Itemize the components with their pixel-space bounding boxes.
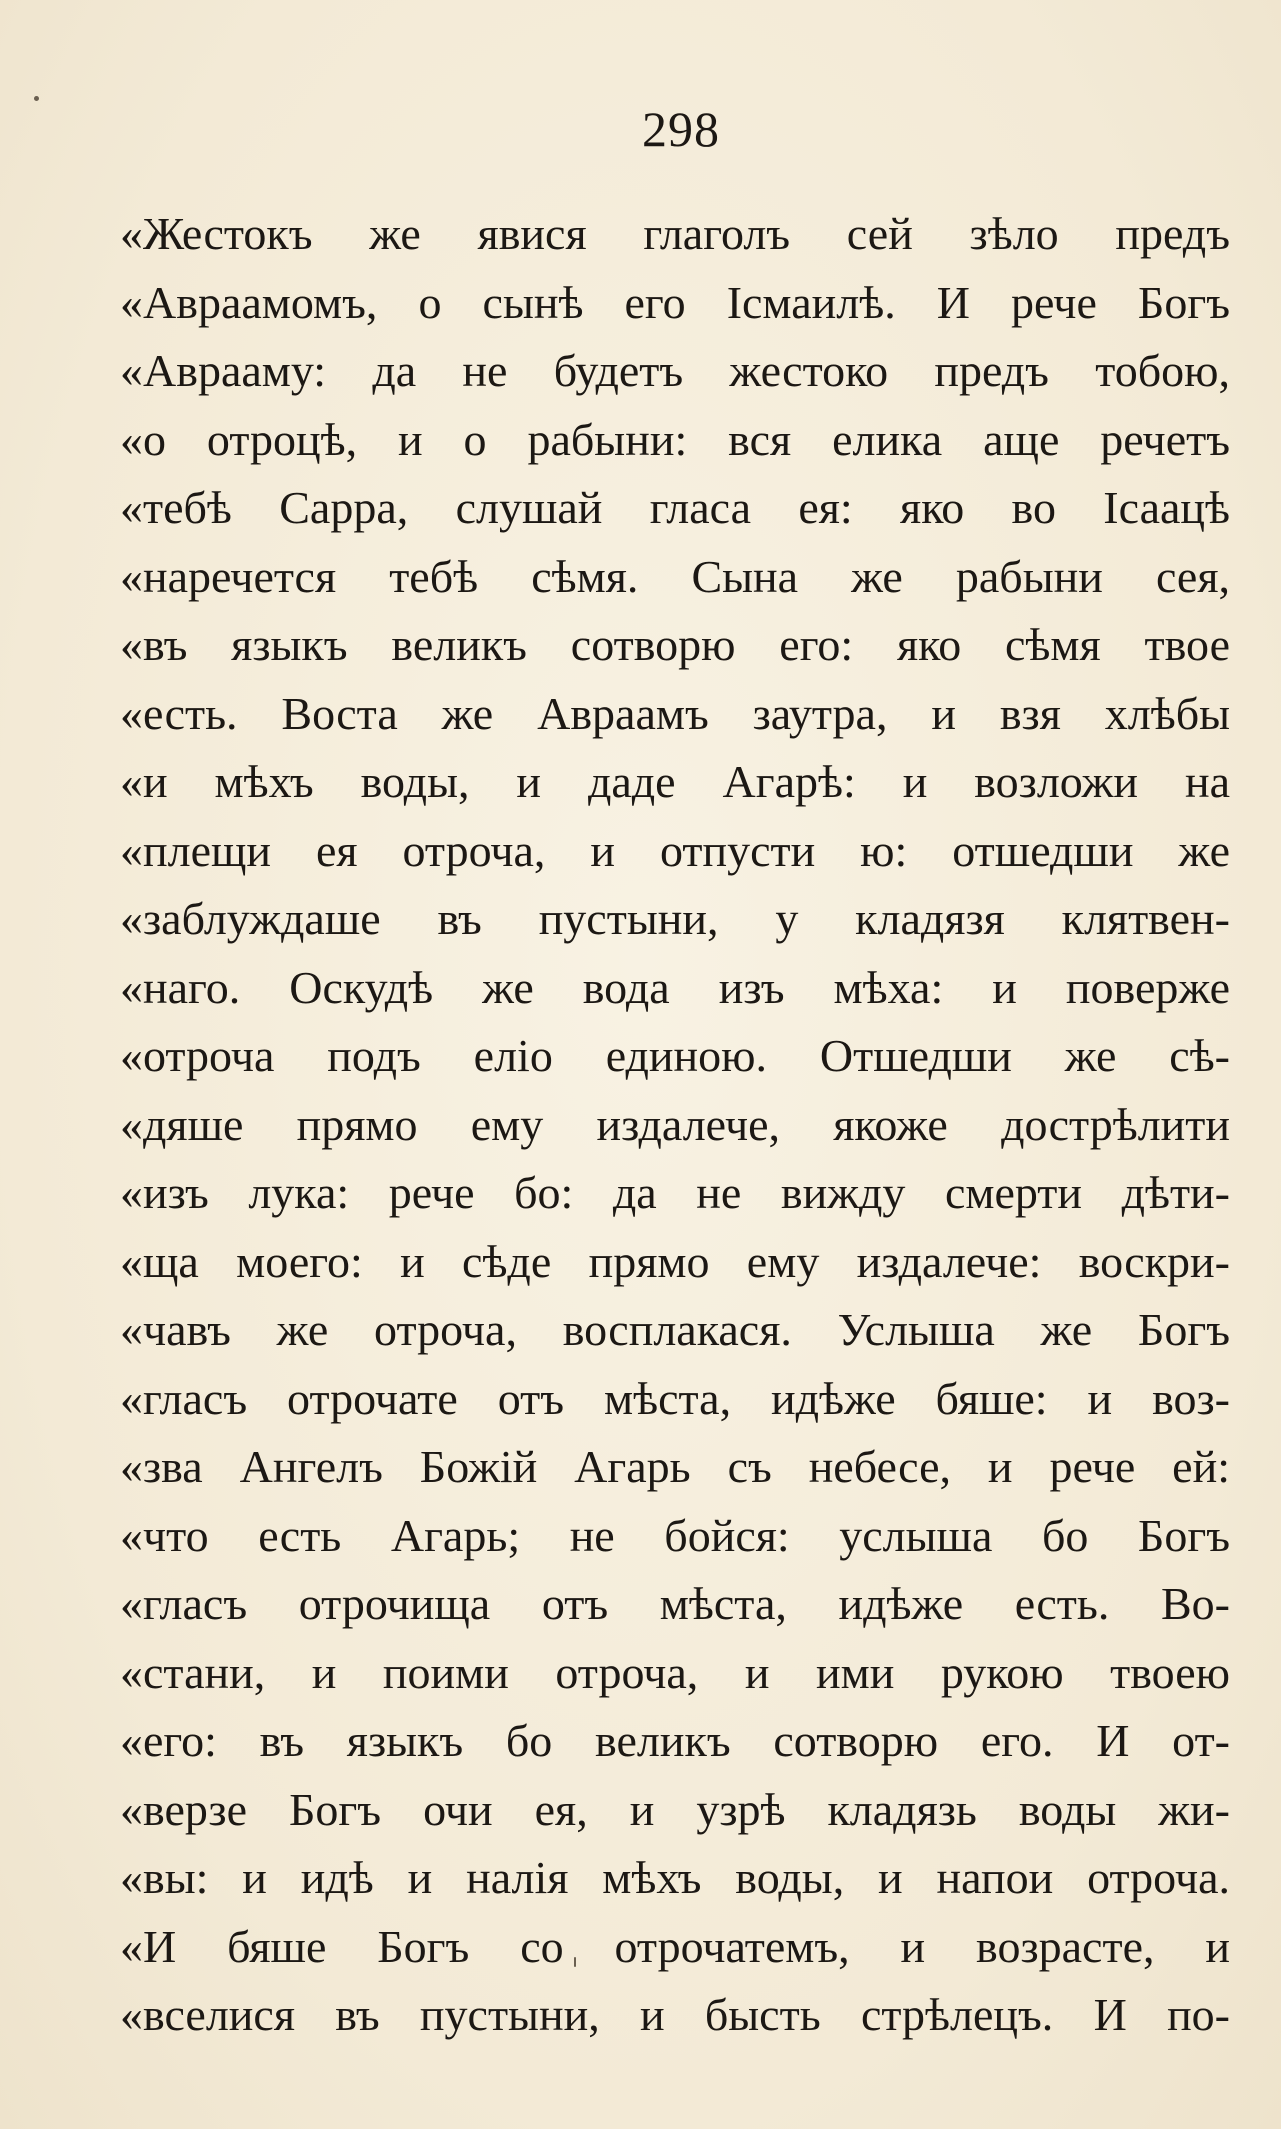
text-line: «вы: и идѣ и налія мѣхъ воды, и напои отроча. [120,1852,1230,1903]
text-line: «изъ лука: рече бо: да не вижду смерти дѣти- [120,1167,1230,1218]
text-line: «стани, и поими отроча, и ими рукою твоею [120,1646,1230,1698]
text-line: «его: въ языкъ бо великъ сотворю его. И от- [120,1715,1230,1766]
text-line: «дяше прямо ему издалече, якоже дострѣлити [120,1098,1230,1150]
text-line: «заблуждаше въ пустыни, у кладязя клятвен- [120,893,1230,944]
text-line: «наго. Оскудѣ же вода изъ мѣха: и поверже [120,961,1230,1013]
text-line: «И бяше Богъ со отрочатемъ, и возрасте, и [120,1920,1230,1972]
text-line: «наречется тебѣ сѣмя. Сына же рабыни сея, [120,550,1230,602]
text-line: «тебѣ Сарра, слушай гласа ея: яко во Ісаацѣ [120,482,1230,533]
text-line: «о отроцѣ, и о рабыни: вся елика аще речетъ [120,413,1230,465]
text-line: «гласъ отрочища отъ мѣста, идѣже есть. Во- [120,1578,1230,1629]
text-line: «плещи ея отроча, и отпусти ю: отшедши же [120,824,1230,876]
text-line: «есть. Воста же Авраамъ заутра, и взя хлѣбы [120,687,1230,739]
text-line: «и мѣхъ воды, и даде Агарѣ: и возложи на [120,756,1230,807]
text-line: «что есть Агарь; не бойся: услыша бо Богъ [120,1509,1230,1561]
text-line: «въ языкъ великъ сотворю его: яко сѣмя твое [120,619,1230,670]
text-line: «отроча подъ еліо единою. Отшедши же сѣ- [120,1030,1230,1081]
text-line: «гласъ отрочате отъ мѣста, идѣже бяше: и воз- [120,1372,1230,1424]
text-line: «Аврааму: да не будетъ жестоко предъ тобою, [120,345,1230,396]
text-line: «Жестокъ же явися глаголъ сей зѣло предъ [120,208,1230,259]
text-line: «чавъ же отроча, восплакася. Услыша же Богъ [120,1304,1230,1355]
text-line: «вселися въ пустыни, и бысть стрѣлецъ. И по- [120,1989,1230,2040]
text-line: «Авраамомъ, о сынѣ его Ісмаилѣ. И рече Богъ [120,276,1230,328]
text-line: «зва Ангелъ Божій Агарь съ небесе, и рече ей: [120,1441,1230,1492]
text-line: «верзе Богъ очи ея, и узрѣ кладязь воды жи- [120,1783,1230,1835]
body-text [120,200,1230,2050]
page-number: 298 [642,101,720,157]
text-line: «ща моего: и сѣде прямо ему издалече: воскри- [120,1235,1230,1287]
